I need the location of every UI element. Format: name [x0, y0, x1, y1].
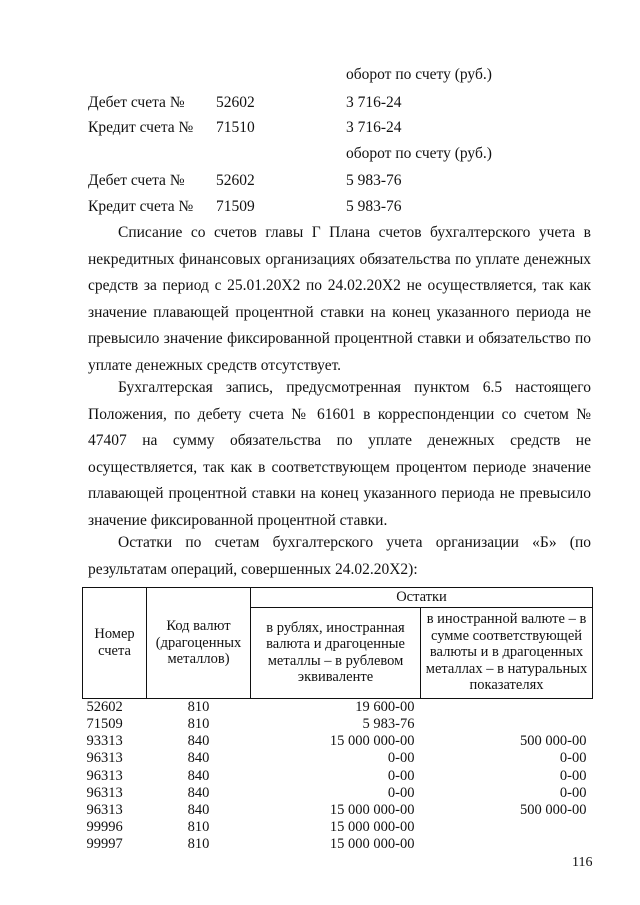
- table-row: [83, 784, 593, 801]
- cell-foreign: 500 000-00: [520, 733, 587, 750]
- paragraph-accounting-entry: [88, 375, 591, 535]
- entry-account: 71510: [216, 119, 255, 136]
- page-number: 116: [572, 855, 593, 870]
- cell-foreign: 0-00: [559, 784, 587, 801]
- cell-account: 96313: [86, 750, 123, 767]
- cell-rub: 15 000 000-00: [329, 819, 415, 836]
- table-row: [83, 733, 593, 750]
- turnover-header-2: оборот по счету (руб.): [346, 145, 492, 162]
- table-row: [83, 836, 593, 853]
- table-row: [83, 716, 593, 733]
- turnover-header-1: оборот по счету (руб.): [346, 66, 492, 83]
- table-row: [83, 819, 593, 836]
- cell-account: 96313: [86, 801, 123, 818]
- entry-amount: 3 716-24: [346, 94, 402, 111]
- cell-rub: 0-00: [387, 784, 415, 801]
- cell-code: 840: [187, 767, 210, 784]
- table-row: [83, 767, 593, 784]
- cell-code: 840: [187, 733, 210, 750]
- cell-foreign: [421, 819, 593, 836]
- entry-account: 52602: [216, 172, 255, 189]
- cell-foreign: [421, 836, 593, 853]
- table-intro-rest: результатам операций, совершенных 24.02.20Х2):: [88, 560, 418, 578]
- paragraph-body: некредитных финансовых организациях обязательства по уплате денежных средств за период с 25.01.20Х2 по 24.02.20Х2 не осуществляется, так как значение плавающей процентной ставки на конец указанного периода не превысило значение фиксированной процентной ставки и обязательство по уплате денежных средств отсутствует.: [88, 250, 591, 374]
- cell-rub: 0-00: [387, 750, 415, 767]
- cell-account: 96313: [86, 784, 123, 801]
- paragraph-writeoff: [88, 220, 591, 380]
- cell-account: 52602: [86, 698, 123, 715]
- header-balances: Остатки: [251, 588, 593, 608]
- cell-rub: 15 000 000-00: [329, 733, 415, 750]
- entry-amount: 5 983-76: [346, 172, 402, 189]
- cell-rub: 5 983-76: [362, 716, 415, 733]
- cell-foreign: 0-00: [559, 750, 587, 767]
- cell-rub: 0-00: [387, 767, 415, 784]
- cell-code: 840: [187, 784, 210, 801]
- cell-code: 840: [187, 750, 210, 767]
- table-row: [83, 698, 593, 716]
- entry-account: 71509: [216, 198, 255, 215]
- cell-code: 810: [187, 819, 210, 836]
- cell-foreign: [421, 698, 593, 716]
- entry-account: 52602: [216, 94, 255, 111]
- entry-label: Кредит счета №: [88, 119, 194, 136]
- cell-code: 810: [187, 836, 210, 853]
- entry-amount: 5 983-76: [346, 198, 402, 215]
- entry-label: Кредит счета №: [88, 198, 194, 215]
- table-row: [83, 750, 593, 767]
- cell-foreign: [421, 716, 593, 733]
- table-intro-first: Остатки по счетам бухгалтерского учета организации «Б» (по: [118, 534, 591, 551]
- cell-code: 810: [187, 698, 210, 715]
- cell-account: 93313: [86, 733, 123, 750]
- cell-foreign: 0-00: [559, 767, 587, 784]
- cell-account: 96313: [86, 767, 123, 784]
- cell-code: 840: [187, 801, 210, 818]
- cell-account: 99996: [86, 819, 123, 836]
- cell-rub: 19 600-00: [355, 698, 415, 715]
- cell-account: 71509: [86, 716, 123, 733]
- entry-label: Дебет счета №: [88, 94, 185, 111]
- paragraph-first-line: Списание со счетов главы Г Плана счетов бухгалтерского учета в: [118, 224, 591, 241]
- balances-table: [82, 587, 593, 853]
- header-rub: в рублях, иностранная валюта и драгоценные металлы – в рублевом эквиваленте: [251, 607, 421, 698]
- entry-label: Дебет счета №: [88, 172, 185, 189]
- cell-rub: 15 000 000-00: [329, 801, 415, 818]
- cell-account: 99997: [86, 836, 123, 853]
- paragraph-first-line: Бухгалтерская запись, предусмотренная пунктом 6.5 настоящего: [118, 379, 591, 396]
- entry-amount: 3 716-24: [346, 119, 402, 136]
- header-foreign: в иностранной валюте – в сумме соответствующей валюты и в драгоценных металлах – в натуральных показателях: [421, 607, 593, 698]
- header-currency-code: Код валют (драгоценных металлов): [147, 588, 251, 699]
- table-row: [83, 802, 593, 819]
- paragraph-body: Положения, по дебету счета № 61601 в корреспонденции со счетом № 47407 на сумму обязательства по уплате денежных средств не осуществляется, так как в соответствующем процентом периоде значение плавающей процентной ставки на конец указанного периода не превысило значение фиксированной процентной ставки.: [88, 405, 591, 529]
- table-intro: [88, 530, 591, 583]
- cell-code: 810: [187, 716, 210, 733]
- cell-foreign: 500 000-00: [520, 801, 587, 818]
- header-account: Номер счета: [83, 588, 147, 699]
- cell-rub: 15 000 000-00: [329, 836, 415, 853]
